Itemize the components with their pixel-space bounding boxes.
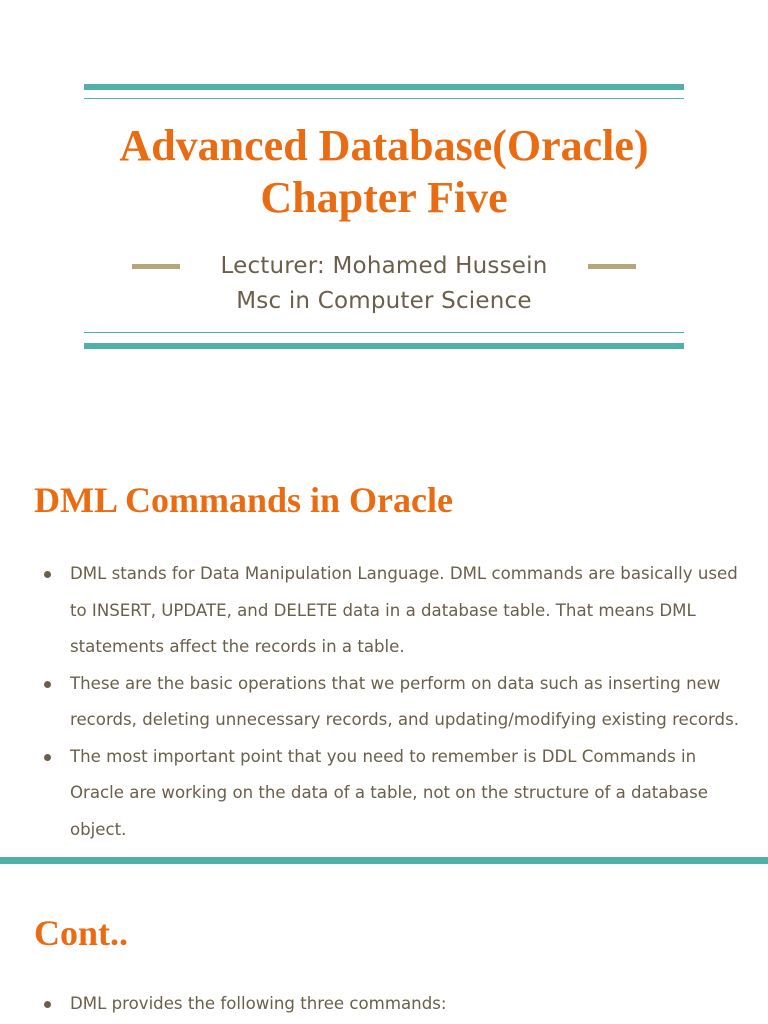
list-item: [40, 556, 740, 666]
bullet-dot-icon: [44, 681, 51, 688]
slide-heading: DML Commands in Oracle: [34, 480, 453, 520]
top-thin-rule: [84, 98, 684, 99]
lecturer-degree: Msc in Computer Science: [236, 288, 532, 314]
bullet-list: [40, 556, 740, 848]
bullet-list: [40, 986, 740, 1023]
cont-slide: [0, 864, 768, 1024]
title-slide: [0, 0, 768, 440]
list-item: [40, 986, 740, 1023]
title-line-1: Advanced Database(Oracle): [119, 121, 649, 170]
title-line-2: Chapter Five: [260, 173, 508, 222]
slide-heading: Cont..: [34, 913, 129, 953]
bullet-dot-icon: [44, 1001, 51, 1008]
bullet-dot-icon: [44, 754, 51, 761]
bottom-thin-rule: [84, 332, 684, 333]
list-item: [40, 666, 740, 739]
bottom-thick-rule: [84, 343, 684, 349]
bullet-text: The most important point that you need to remember is DDL Commands in Oracle are working on the data of a table, not on the structure of a database object.: [70, 746, 708, 839]
bullet-text: DML stands for Data Manipulation Language. DML commands are basically used to INSERT, UPDATE, and DELETE data in a database table. That means DML statements affect the records in a table.: [70, 564, 738, 656]
lecturer-subtitle: [0, 249, 768, 319]
presentation-title: [0, 120, 768, 224]
top-thick-rule: [84, 84, 684, 90]
bullet-text: These are the basic operations that we perform on data such as inserting new records, deleting unnecessary records, and updating/modifying existing records.: [70, 673, 739, 729]
slide-separator: [0, 857, 768, 864]
lecturer-name: Lecturer: Mohamed Hussein: [220, 253, 548, 279]
list-item: [40, 739, 740, 849]
bullet-dot-icon: [44, 571, 51, 578]
bullet-text: DML provides the following three commands:: [70, 994, 447, 1013]
dml-commands-slide: [0, 440, 768, 857]
